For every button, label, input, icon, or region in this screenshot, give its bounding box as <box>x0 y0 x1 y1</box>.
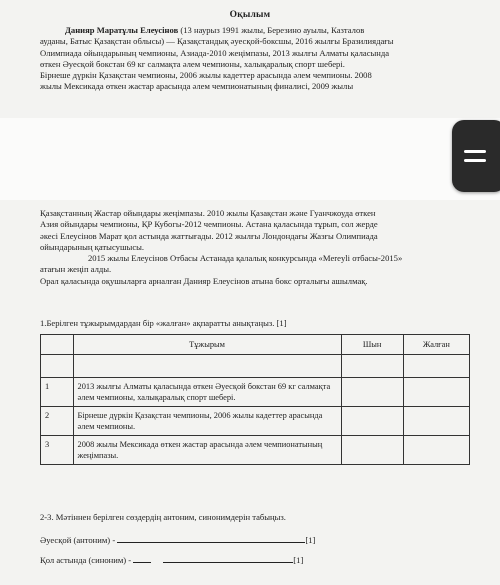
score-mark: [1] <box>305 535 316 545</box>
paragraph-line: Бірнеше дүркін Қазақстан чемпионы, 2006 жылы кадеттер арасында әлем чемпионы. 2008 <box>40 70 372 81</box>
paragraph-line: Азия ойындары чемпионы, ҚР Кубогы-2012 чемпионы. Астана қаласында тұрып, сол жерде <box>40 219 378 230</box>
true-answer-cell[interactable] <box>341 378 403 407</box>
paragraph-line: ауданы, Батыс Қазақстан облысы) — Қазақстандық әуесқой-боксшы, 2016 жылғы Бразилиядағы <box>40 36 394 47</box>
header-true: Шын <box>341 335 403 355</box>
table-row <box>41 407 470 436</box>
menu-fab-button[interactable] <box>452 120 500 192</box>
page-break-gap <box>0 118 500 200</box>
row-number: 3 <box>41 436 74 465</box>
antonym-fill-line <box>40 533 315 545</box>
row-statement: 2008 жылы Мексикада өткен жастар арасында әлем чемпионатының жеңімпазы. <box>73 436 341 465</box>
false-answer-cell[interactable] <box>403 378 469 407</box>
menu-icon-bar <box>464 150 486 153</box>
score-mark: [1] <box>293 555 304 565</box>
true-answer-cell[interactable] <box>341 436 403 465</box>
paragraph-line: Қазақстанның Жастар ойындары жеңімпазы. 2010 жылы Қазақстан және Гуанчжоуда өткен <box>40 208 376 218</box>
paragraph-line: жылы Мексикада өткен жастар арасында әлем чемпионатының финалисі, 2009 жылы <box>40 81 354 92</box>
reading-paragraph-1 <box>40 25 465 93</box>
header-false: Жалған <box>403 335 469 355</box>
row-statement: 2013 жылғы Алматы қаласында өткен Әуесқой бокстан 69 кг салмақта әлем чемпионы, халықаралық спорт шебері. <box>73 378 341 407</box>
paragraph-line: ойындарының қатысушысы. <box>40 241 145 252</box>
row-number: 1 <box>41 378 74 407</box>
antonym-answer-blank[interactable] <box>117 533 305 543</box>
paragraph-line: әкесі Елеусінов Марат қол астында жаттығады. 2012 жылғы Лондондағы Жазғы Олимпиада <box>40 230 378 241</box>
paragraph-line: атағын жеңіп алды. <box>40 264 112 275</box>
synonym-label: Қол астында (синоним) - <box>40 555 134 565</box>
question-1: 1.Берілген тұжырымдардан бір «жалған» ақпаратты анықтаңыз. [1] <box>40 318 287 328</box>
antonym-label: Әуесқой (антоним) - <box>40 535 118 545</box>
paragraph-line: Олимпиада ойындарының чемпионы, Азиада-2010 жеңімпазы, 2013 жылғы Алматы қаласында <box>40 47 390 58</box>
header-statement: Тұжырым <box>73 335 341 355</box>
paragraph-line: Данияр Маратұлы Елеусінов (13 наурыз 1991 жылы, Березино ауылы, Казталов <box>65 25 365 35</box>
page-title: Оқылым <box>229 10 271 20</box>
athlete-name: Данияр Маратұлы Елеусінов <box>65 25 179 35</box>
false-answer-cell[interactable] <box>403 436 469 465</box>
paragraph-line: 2015 жылы Елеусінов Отбасы Астанада қалалық конкурсында «Mereyli отбасы-2015» <box>88 253 403 264</box>
header-num <box>41 335 74 355</box>
row-statement: Бірнеше дүркін Қазақстан чемпионы, 2006 жылы кадеттер арасында әлем чемпионы. <box>73 407 341 436</box>
table-row-spacer <box>41 355 470 378</box>
reading-paragraph-2 <box>40 208 470 287</box>
synonym-answer-blank-short[interactable] <box>133 553 151 563</box>
table-header-row <box>41 335 470 355</box>
row-number: 2 <box>41 407 74 436</box>
table-row <box>41 378 470 407</box>
menu-icon-bar <box>464 159 486 162</box>
question-2-3: 2-3. Мәтіннен берілген сөздердің антоним, синонимдерін табыңыз. <box>40 512 286 522</box>
paragraph-line: Орал қаласында оқушыларға арналған Данияр Елеусінов атына бокс орталығы ашылмақ. <box>40 275 368 286</box>
synonym-answer-blank[interactable] <box>163 553 293 563</box>
table-row <box>41 436 470 465</box>
true-answer-cell[interactable] <box>341 407 403 436</box>
paragraph-line: өткен Әуесқой бокстан 69 кг салмақта әлем чемпионы, халықаралық спорт шебері. <box>40 58 345 69</box>
true-false-table <box>40 334 470 465</box>
false-answer-cell[interactable] <box>403 407 469 436</box>
synonym-fill-line <box>40 553 303 565</box>
